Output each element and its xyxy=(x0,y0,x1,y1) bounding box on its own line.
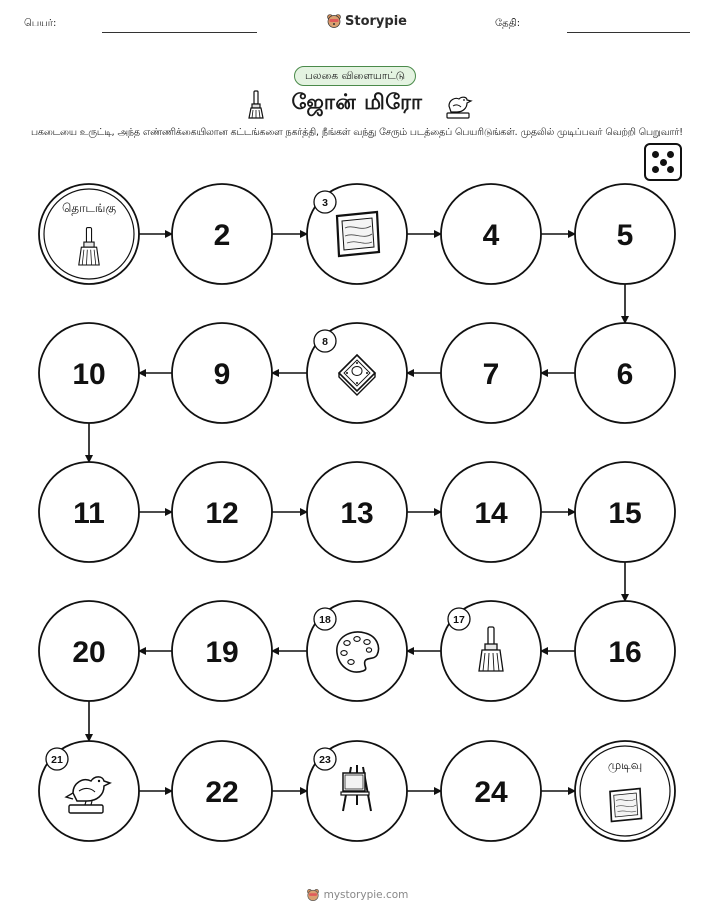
board-space-11 xyxy=(39,462,139,562)
space-number: 23 xyxy=(319,754,331,766)
finish-label: முடிவு xyxy=(607,758,643,772)
space-number: 21 xyxy=(51,754,63,766)
instructions: பகடையை உருட்டி, அந்த எண்ணிக்கையிலான கட்டங்களை நகர்த்தி, நீங்கள் வந்து சேரும் படத்தைப் பெயரிடுங்கள். முதலில் முடிப்பவர் வெற்றி பெறுவார்! xyxy=(30,127,684,138)
painting-icon xyxy=(610,789,642,822)
space-number: 20 xyxy=(72,636,106,669)
board-space-8 xyxy=(307,323,407,423)
space-number: 14 xyxy=(474,497,508,530)
space-number: 19 xyxy=(205,636,239,669)
board-space-18 xyxy=(307,601,407,701)
board-space-3 xyxy=(307,184,407,284)
space-number: 16 xyxy=(608,636,642,669)
board-space-16 xyxy=(575,601,675,701)
space-number: 18 xyxy=(319,614,331,626)
space-number: 15 xyxy=(608,497,642,530)
board-space-19 xyxy=(172,601,272,701)
board-space-17 xyxy=(441,601,541,701)
board-space-4 xyxy=(441,184,541,284)
space-number: 4 xyxy=(482,219,500,252)
board-space-5 xyxy=(575,184,675,284)
board-space-24 xyxy=(441,741,541,841)
space-number: 24 xyxy=(474,776,508,809)
board-space-15 xyxy=(575,462,675,562)
board-space-20 xyxy=(39,601,139,701)
board-space-9 xyxy=(172,323,272,423)
board-space-10 xyxy=(39,323,139,423)
name-label: பெயர்: xyxy=(24,18,57,29)
board-space-12 xyxy=(172,462,272,562)
space-number: 12 xyxy=(205,497,239,530)
page-title: ஜோன் மிரோ xyxy=(291,90,423,114)
footer xyxy=(0,888,714,902)
start-label: தொடங்கு xyxy=(61,201,117,215)
board-space-23 xyxy=(307,741,407,841)
board-space-14 xyxy=(441,462,541,562)
board-space-6 xyxy=(575,323,675,423)
board-space-22 xyxy=(172,741,272,841)
space-number: 6 xyxy=(616,358,634,391)
board-space-7 xyxy=(441,323,541,423)
footer-url[interactable]: mystorypie.com xyxy=(323,889,409,901)
start-space xyxy=(39,184,139,284)
space-number: 13 xyxy=(340,497,374,530)
board-space-13 xyxy=(307,462,407,562)
board-space-21 xyxy=(39,741,139,841)
space-number: 11 xyxy=(73,497,105,530)
space-number: 3 xyxy=(322,197,328,209)
finish-space xyxy=(575,741,675,841)
space-number: 10 xyxy=(72,358,106,391)
brand-name: Storypie xyxy=(345,13,407,29)
painting-icon xyxy=(337,212,379,256)
space-number: 5 xyxy=(616,219,634,252)
space-number: 17 xyxy=(453,614,465,626)
space-number: 8 xyxy=(322,336,328,348)
space-number: 9 xyxy=(213,358,231,391)
board-space-2 xyxy=(172,184,272,284)
bear-mascot-icon xyxy=(306,888,320,902)
date-label: தேதி: xyxy=(495,18,521,29)
space-number: 22 xyxy=(205,776,239,809)
space-number: 2 xyxy=(213,219,231,252)
game-type-badge: பலகை விளையாட்டு xyxy=(294,66,416,86)
space-number: 7 xyxy=(482,358,500,391)
